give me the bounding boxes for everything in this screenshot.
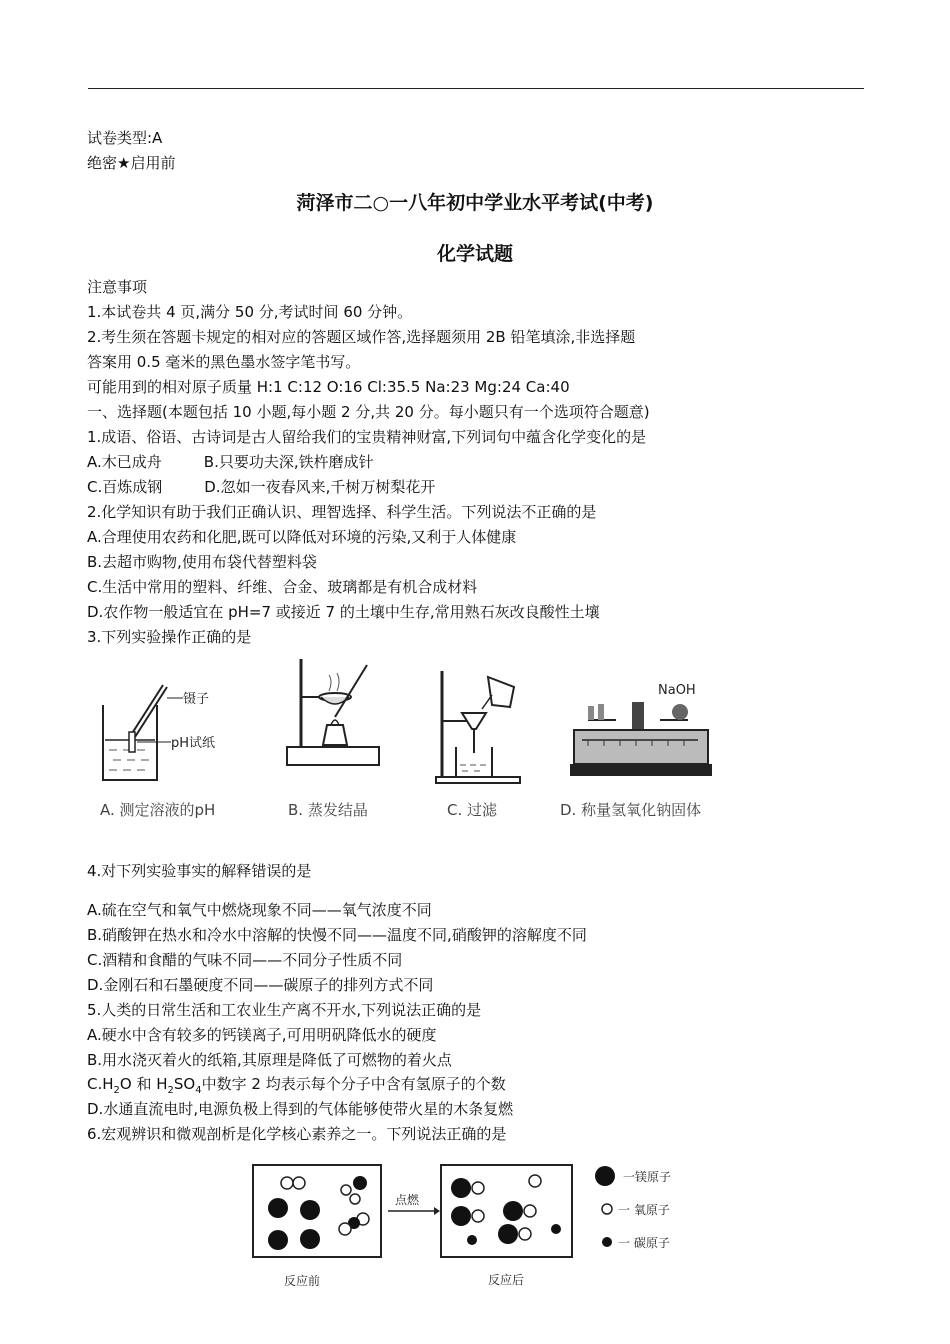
q5-option-a: A.硬水中含有较多的钙镁离子,可用明矾降低水的硬度 [87, 1026, 437, 1044]
q5-option-d: D.水通直流电时,电源负极上得到的气体能够使带火星的木条复燃 [87, 1100, 514, 1118]
q5-option-b: B.用水浇灭着火的纸箱,其原理是降低了可燃物的着火点 [87, 1051, 452, 1069]
legend-mg: 一镁原子 [623, 1170, 672, 1184]
q2-stem: 2.化学知识有助于我们正确认识、理智选择、科学生活。下列说法不正确的是 [87, 503, 597, 521]
paper-type: 试卷类型:A [87, 129, 163, 147]
notes-item-2-line-2: 答案用 0.5 毫米的黑色墨水签字笔书写。 [87, 353, 361, 371]
q2-option-c: C.生活中常用的塑料、纤维、合金、玻璃都是有机合成材料 [87, 578, 478, 596]
q3-caption-d: D. 称量氢氧化钠固体 [560, 801, 702, 819]
label-naoh: NaOH [658, 683, 696, 698]
legend-o: 一 氧原子 [618, 1203, 670, 1217]
q5-stem: 5.人类的日常生活和工农业生产离不开水,下列说法正确的是 [87, 1001, 482, 1019]
q2-option-a: A.合理使用农药和化肥,既可以降低对环境的污染,又利于人体健康 [87, 528, 517, 546]
label-ph-paper: pH试纸 [171, 736, 216, 751]
q3-caption-a: A. 测定溶液的pH [100, 801, 216, 819]
q4-option-c: C.酒精和食醋的气味不同——不同分子性质不同 [87, 951, 403, 969]
q1-option-d: D.忽如一夜春风来,千树万树梨花开 [204, 478, 436, 496]
arrow-label: 点燃 [395, 1193, 420, 1207]
q4-option-d: D.金刚石和石墨硬度不同——碳原子的排列方式不同 [87, 976, 434, 994]
legend-mg-icon [595, 1166, 615, 1186]
q1-stem: 1.成语、俗语、古诗词是古人留给我们的宝贵精神财富,下列词句中蕴含化学变化的是 [87, 428, 647, 446]
notes-item-1: 1.本试卷共 4 页,满分 50 分,考试时间 60 分钟。 [87, 303, 413, 321]
q3-caption-b: B. 蒸发结晶 [288, 801, 368, 819]
figure-filtration [434, 665, 524, 785]
q1-options-row-2 [87, 477, 435, 497]
q1-options-row-1 [87, 452, 374, 472]
q1-option-a: A.木已成舟 [87, 453, 162, 471]
atomic-mass-line: 可能用到的相对原子质量 H:1 C:12 O:16 Cl:35.5 Na:23 Mg:24 Ca:40 [87, 378, 570, 396]
figure-particle-reaction [250, 1160, 700, 1290]
figure-ph-test [95, 680, 245, 790]
caption-before: 反应前 [284, 1274, 321, 1288]
q4-option-b: B.硝酸钾在热水和冷水中溶解的快慢不同——温度不同,硝酸钾的溶解度不同 [87, 926, 587, 944]
label-tweezers: 镊子 [183, 692, 210, 707]
q1-option-c: C.百炼成钢 [87, 478, 163, 496]
q4-option-a: A.硫在空气和氧气中燃烧现象不同——氧气浓度不同 [87, 901, 432, 919]
legend-c-icon [602, 1237, 612, 1247]
q6-stem: 6.宏观辨识和微观剖析是化学核心素养之一。下列说法正确的是 [87, 1125, 507, 1143]
exam-title: 菏泽市二○一八年初中学业水平考试(中考) [296, 192, 654, 214]
section-1-heading: 一、选择题(本题包括 10 小题,每小题 2 分,共 20 分。每小题只有一个选项符合题意) [87, 403, 650, 421]
figure-balance [568, 678, 718, 786]
notes-heading: 注意事项 [87, 278, 148, 296]
q1-option-b: B.只要功夫深,铁杵磨成针 [203, 453, 374, 471]
q3-stem: 3.下列实验操作正确的是 [87, 628, 252, 646]
q2-option-b: B.去超市购物,使用布袋代替塑料袋 [87, 553, 317, 571]
q2-option-d: D.农作物一般适宜在 pH=7 或接近 7 的土壤中生存,常用熟石灰改良酸性土壤 [87, 603, 600, 621]
notes-item-2-line-1: 2.考生须在答题卡规定的相对应的答题区域作答,选择题须用 2B 铅笔填涂,非选择题 [87, 328, 636, 346]
caption-after: 反应后 [488, 1273, 525, 1287]
figure-evaporation [285, 655, 385, 770]
q4-stem: 4.对下列实验事实的解释错误的是 [87, 862, 312, 880]
legend-o-icon [602, 1204, 612, 1214]
legend-c: 一 碳原子 [618, 1236, 670, 1250]
q5-option-c: $C.H_2O$ 和 $H_2SO_4$中数字 2 均表示每个分子中含有氢原子的个数 [87, 1075, 506, 1096]
exam-subtitle: 化学试题 [436, 243, 513, 265]
q3-caption-c: C. 过滤 [447, 801, 498, 819]
secrecy-label: 绝密★启用前 [87, 154, 176, 172]
top-rule [88, 88, 864, 89]
